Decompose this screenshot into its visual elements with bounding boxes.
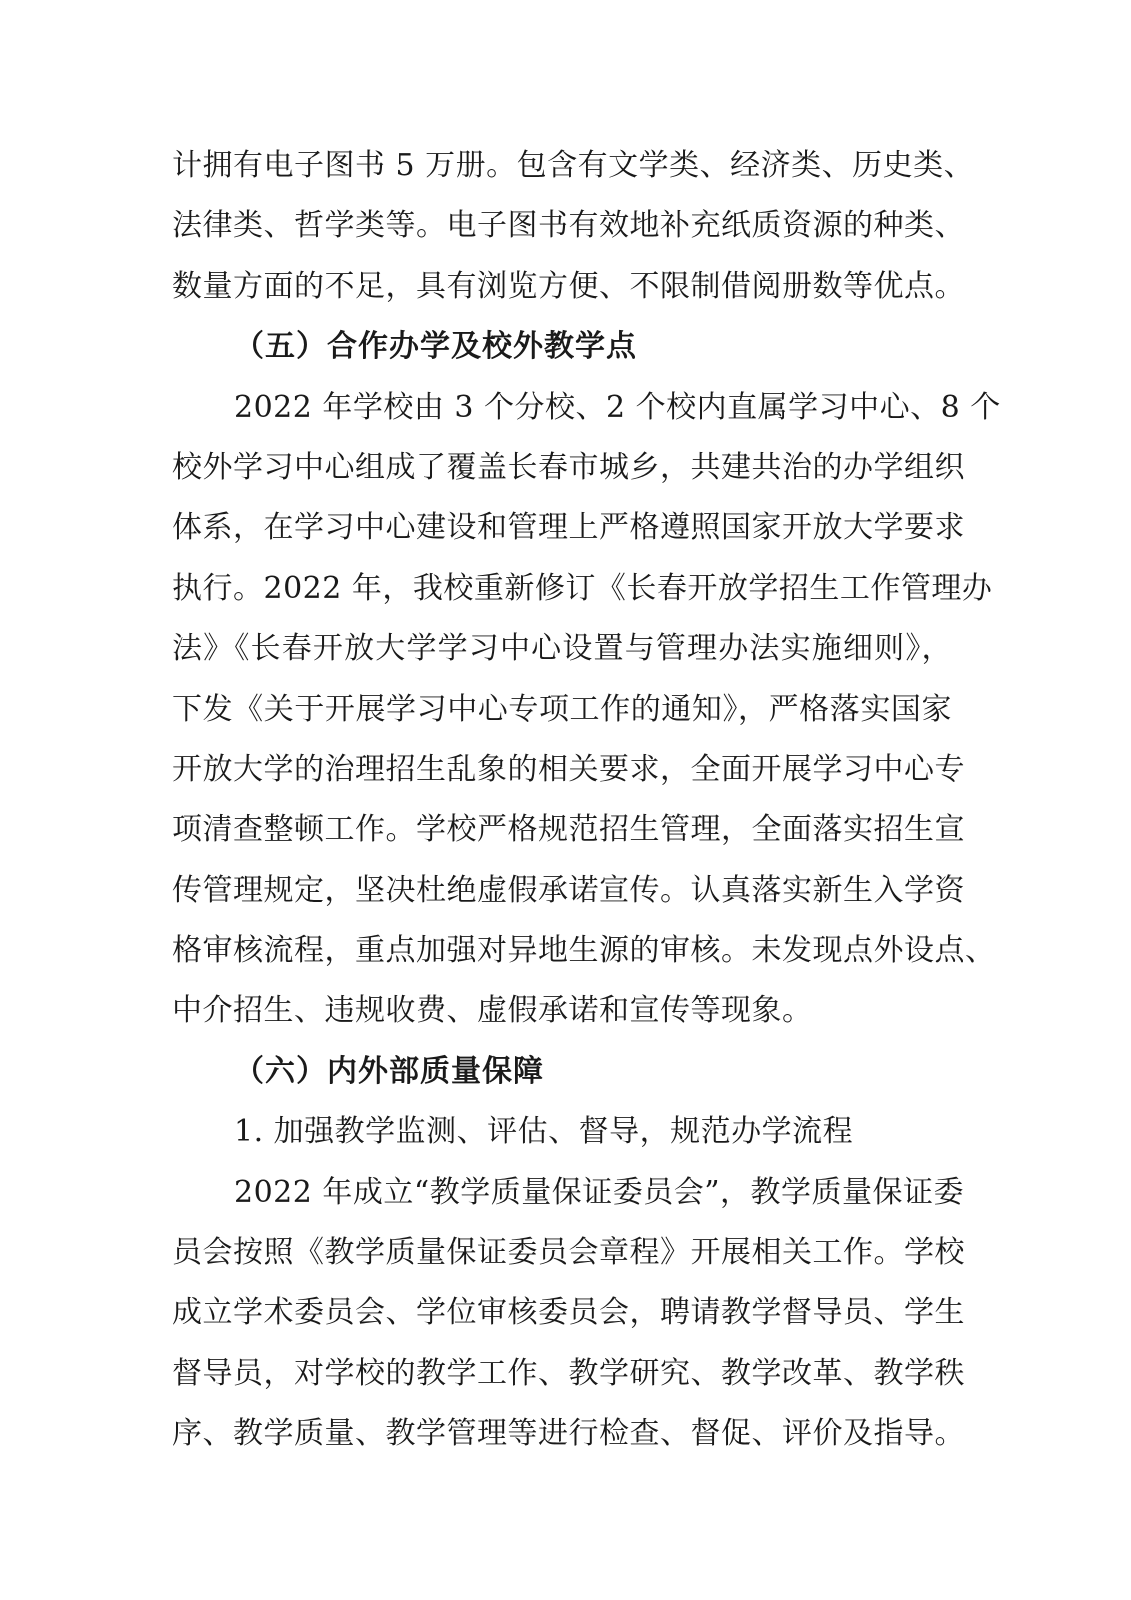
text-line: 校外学习中心组成了覆盖长春市城乡，共建共治的办学组织 bbox=[172, 449, 965, 485]
document-body bbox=[172, 136, 1001, 1465]
text-line: 法》《长春开放大学学习中心设置与管理办法实施细则》， bbox=[172, 631, 952, 667]
text-line: 2022 年成立“教学质量保证委员会”，教学质量保证委 bbox=[234, 1174, 965, 1210]
section-heading-cooperation: （五）合作办学及校外教学点 bbox=[234, 329, 637, 365]
paragraph-learning-centers bbox=[172, 378, 1001, 1042]
paragraph-electronic-books bbox=[172, 136, 975, 317]
text-line: 计拥有电子图书 5 万册。包含有文学类、经济类、历史类、 bbox=[172, 148, 975, 183]
text-line: 法律类、哲学类等。电子图书有效地补充纸质资源的种类、 bbox=[172, 208, 965, 244]
text-line: 项清查整顿工作。学校严格规范招生管理，全面落实招生宣 bbox=[172, 812, 965, 848]
text-line: 体系，在学习中心建设和管理上严格遵照国家开放大学要求 bbox=[172, 510, 965, 546]
text-line: 序、教学质量、教学管理等进行检查、督促、评价及指导。 bbox=[172, 1416, 965, 1452]
paragraph-quality-committee bbox=[172, 1163, 965, 1465]
text-line: 数量方面的不足，具有浏览方便、不限制借阅册数等优点。 bbox=[172, 268, 965, 304]
text-line: 员会按照《教学质量保证委员会章程》开展相关工作。学校 bbox=[172, 1235, 965, 1271]
text-line: 执行。2022 年，我校重新修订《长春开放学招生工作管理办 bbox=[172, 570, 993, 606]
text-line: 2022 年学校由 3 个分校、2 个校内直属学习中心、8 个 bbox=[234, 389, 1001, 425]
text-line: 传管理规定，坚决杜绝虚假承诺宣传。认真落实新生入学资 bbox=[172, 872, 965, 908]
text-line: 督导员，对学校的教学工作、教学研究、教学改革、教学秩 bbox=[172, 1355, 965, 1391]
text-line: 成立学术委员会、学位审核委员会，聘请教学督导员、学生 bbox=[172, 1295, 965, 1331]
text-line: 下发《关于开展学习中心专项工作的通知》，严格落实国家 bbox=[172, 691, 952, 727]
text-line: 中介招生、违规收费、虚假承诺和宣传等现象。 bbox=[172, 993, 813, 1029]
text-line: 开放大学的治理招生乱象的相关要求，全面开展学习中心专 bbox=[172, 751, 965, 787]
text-line: 格审核流程，重点加强对异地生源的审核。未发现点外设点、 bbox=[172, 933, 996, 969]
subsection-heading-monitoring: 1. 加强教学监测、评估、督导，规范办学流程 bbox=[234, 1114, 854, 1150]
section-heading-quality-assurance: （六）内外部质量保障 bbox=[234, 1053, 544, 1089]
